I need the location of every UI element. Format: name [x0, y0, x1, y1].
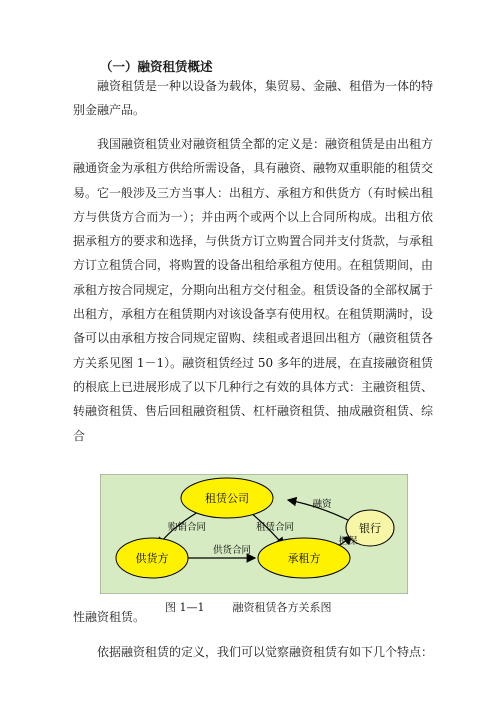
paragraph-overview: 我国融资租赁业对融资租赁全都的定义是：融资租赁是由出租方融通资金为承租方供给所需设备，具有融资、融物双重职能的租赁交易。它一般涉及三方当事人：出租方、承租方和供货方（有时候出租方与供货方合而为一）；并由两个或两个以上合同所构成。出租方依据承租方的要求和选择，与供货方订立购置合同并支付货款，与承租方订立租赁合同，将购置的设备出租给承租方使用。在租赁期间，由承租方按合同规定，分期向出租方交付租金。租赁设备的全部权属于出租方，承租方在租赁期内对该设备享有使用权。在租赁期满时，设备可以由承租方按合同规定留购、续租或者退回出租方（融资租赁各方关系见图 1－1）。融资租赁经过 50 多年的进展，在直接融资租赁的根底上已进展形成了以下几种行之有效的具体方式：主融资租赁、转融资租赁、售后回租融资租赁、杠杆融资租赁、抽成融资租赁、综合: [73, 137, 434, 443]
figure-number: 图 1—1: [165, 601, 205, 614]
lessee-node-label: 承租方: [287, 552, 321, 565]
leasing-relationship-diagram: [100, 474, 408, 594]
figure-caption: [165, 599, 360, 615]
paragraph-features-intro: 依据融资租赁的定义，我们可以觉察融资租赁有如下几个特点：: [97, 645, 434, 659]
purchase-contract-label: 购销合同: [167, 522, 207, 533]
paragraph-definition: 融资租赁是一种以设备为载体，集贸易、金融、租借为一体的特别金融产品。: [73, 79, 434, 118]
supplier-node-label: 供货方: [135, 552, 169, 565]
paragraph-overview-tail: 性融资租赁。: [73, 610, 146, 624]
supply-contract-label: 供货合同: [212, 545, 252, 556]
lessor-node-label: 租赁公司: [205, 492, 249, 505]
section-heading: （一）融资租赁概述: [100, 59, 213, 74]
lease-contract-label: 租赁合同: [255, 522, 295, 533]
financing-label: 融资: [312, 499, 332, 510]
figure-title: 融资租赁各方关系图: [232, 601, 332, 614]
guarantee-label: 担保: [338, 536, 358, 547]
bank-node-label: 银行: [359, 522, 381, 535]
